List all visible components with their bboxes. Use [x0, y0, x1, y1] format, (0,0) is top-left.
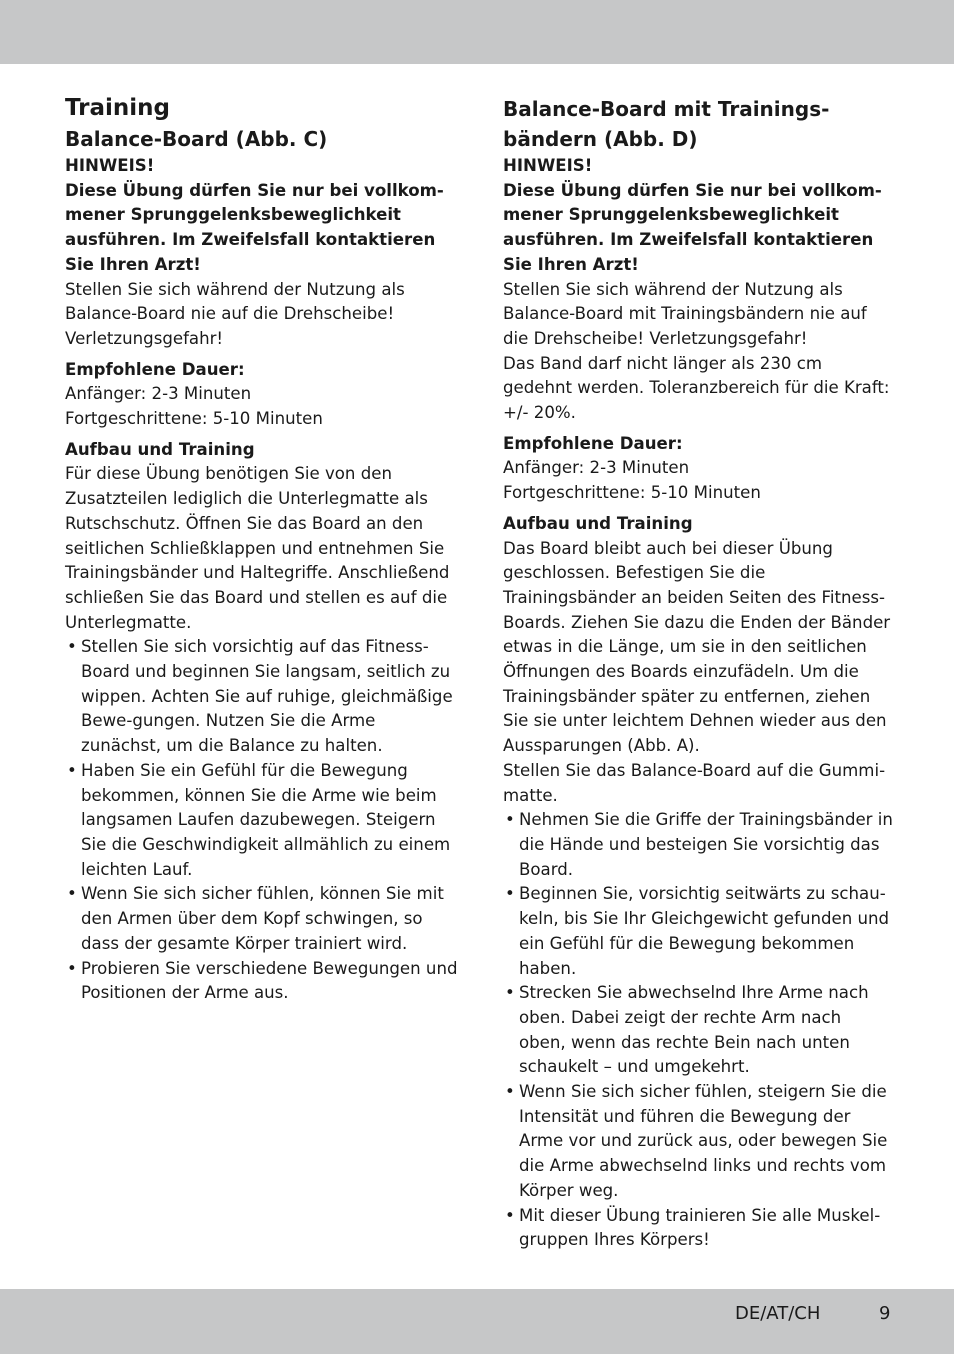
list-item: • Stellen Sie sich vorsichtig auf das Fitness-Board und beginnen Sie langsam, seitlich zu wippen. Achten Sie auf ruhige, gleichmäßige Bewe-gungen. Nutzen Sie die Arme zunächst, um die Balance zu halten. — [65, 635, 460, 759]
setup-text: Das Board bleibt auch bei dieser Übung geschlossen. Befestigen Sie die Trainingsbänder an beiden Seiten des Fitness-Boards. Ziehen Sie dazu die Enden der Bänder etwas in die Länge, um sie in den seitlichen Öffnungen des Boards einzufädeln. Um die Trainingsbänder später zu entfernen, ziehen Sie sie unter leichtem Dehnen wieder aus den Aussparungen (Abb. A). — [503, 538, 891, 756]
setup-text: Für diese Übung benötigen Sie von den Zusatzteilen lediglich die Unterlegmatte als Rutschschutz. Öffnen Sie das Board an den seitlichen Schließklappen und entnehmen Sie Trainingsbänder und Haltegriffe. Anschließend schließen Sie das Board und stellen es auf die Unterlegmatte. — [65, 464, 450, 632]
duration-beginner: Anfänger: 2-3 Minuten — [65, 384, 252, 404]
notice-text: Diese Übung dürfen Sie nur bei vollkom-mener Sprunggelenksbeweglichkeit ausführen. Im Zweifelsfall kontaktieren Sie Ihren Arzt! — [503, 180, 882, 274]
notice-label: HINWEIS! — [503, 156, 593, 175]
setup-label: Aufbau und Training — [65, 439, 255, 459]
list-item: • Wenn Sie sich sicher fühlen, steigern Sie die Intensität und führen die Bewegung der Arme vor und zurück aus, oder bewegen Sie die Arme abwechselnd links und rechts vom Körper weg. — [503, 1080, 893, 1204]
section-title-training-bands: Balance-Board mit Trainings-bändern (Abb. D) — [503, 97, 830, 151]
right-column — [503, 94, 893, 1253]
notice-label: HINWEIS! — [65, 156, 155, 175]
notice-text: Diese Übung dürfen Sie nur bei vollkom-mener Sprunggelenksbeweglichkeit ausführen. Im Zweifelsfall kontaktieren Sie Ihren Arzt! — [65, 180, 444, 274]
page-title: Training — [65, 95, 171, 121]
instruction-list — [65, 635, 460, 1006]
section-title-balance-board: Balance-Board (Abb. C) — [65, 127, 328, 151]
duration-advanced: Fortgeschrittene: 5-10 Minuten — [65, 409, 323, 429]
list-item: • Strecken Sie abwechselnd Ihre Arme nach oben. Dabei zeigt der rechte Arm nach oben, wenn das rechte Bein nach unten schaukelt – und umgekehrt. — [503, 981, 893, 1080]
left-column — [65, 92, 460, 1006]
warning-text: Stellen Sie sich während der Nutzung als Balance-Board nie auf die Drehscheibe! Verletzungsgefahr! — [65, 279, 405, 348]
duration-label: Empfohlene Dauer: — [65, 359, 245, 379]
list-item: • Probieren Sie verschiedene Bewegungen und Positionen der Arme aus. — [65, 957, 460, 1006]
warning-text: Stellen Sie sich während der Nutzung als Balance-Board mit Trainingsbändern nie auf die Drehscheibe! Verletzungsgefahr! — [503, 279, 867, 348]
duration-label: Empfohlene Dauer: — [503, 433, 683, 453]
mat-text: Stellen Sie das Balance-Board auf die Gummi-matte. — [503, 760, 886, 805]
duration-beginner: Anfänger: 2-3 Minuten — [503, 458, 690, 478]
list-item: • Nehmen Sie die Griffe der Trainingsbänder in die Hände und besteigen Sie vorsichtig das Board. — [503, 808, 893, 882]
setup-label: Aufbau und Training — [503, 513, 693, 533]
header-bar — [0, 0, 954, 64]
list-item: • Wenn Sie sich sicher fühlen, können Sie mit den Armen über dem Kopf schwingen, so dass der gesamte Körper trainiert wird. — [65, 882, 460, 956]
list-item: • Haben Sie ein Gefühl für die Bewegung bekommen, können Sie die Arme wie beim langsamen Laufen dazubewegen. Steigern Sie die Geschwindigkeit allmählich zu einem leichten Lauf. — [65, 759, 460, 883]
band-limit-text: Das Band darf nicht länger als 230 cm gedehnt werden. Toleranzbereich für die Kraft: +/- 20%. — [503, 353, 890, 423]
page-number: 9 — [879, 1303, 891, 1324]
instruction-list — [503, 808, 893, 1253]
list-item: • Beginnen Sie, vorsichtig seitwärts zu schau-keln, bis Sie Ihr Gleichgewicht gefunden und ein Gefühl für die Bewegung bekommen haben. — [503, 882, 893, 981]
duration-advanced: Fortgeschrittene: 5-10 Minuten — [503, 483, 761, 503]
footer-region: DE/AT/CH — [735, 1303, 821, 1324]
list-item: • Mit dieser Übung trainieren Sie alle Muskel-gruppen Ihres Körpers! — [503, 1204, 893, 1253]
